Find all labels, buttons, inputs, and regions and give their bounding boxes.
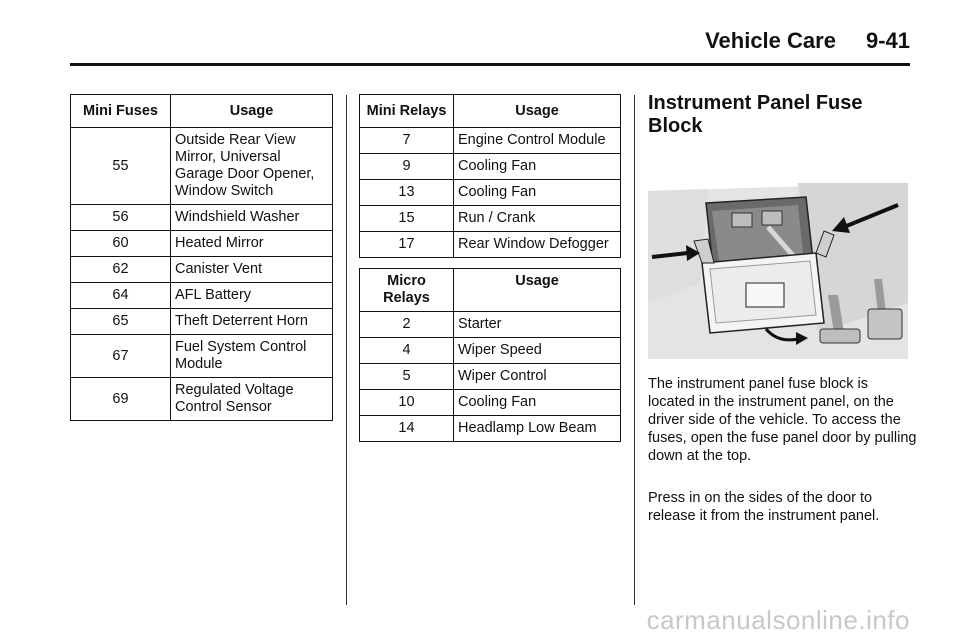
table-row — [360, 128, 621, 154]
header-rule — [70, 63, 910, 66]
fuse-usage: Windshield Washer — [171, 205, 333, 231]
table-row — [71, 128, 333, 205]
relay-number: 15 — [360, 206, 454, 232]
relay-usage: Cooling Fan — [454, 390, 621, 416]
table-row — [71, 257, 333, 283]
column-header: Usage — [454, 269, 621, 312]
relays-table — [359, 94, 621, 442]
fuse-number: 56 — [71, 205, 171, 231]
paragraph-access: The instrument panel fuse block is located in the instrument panel, on the driver side of the vehicle. To access the fuses, open the fuse panel door by pulling down at the top. — [648, 376, 917, 464]
paragraph-release: Press in on the sides of the door to release it from the instrument panel. — [648, 490, 880, 524]
column-divider-1 — [346, 95, 347, 605]
relay-number: 13 — [360, 180, 454, 206]
relay-usage: Cooling Fan — [454, 154, 621, 180]
table-row — [71, 205, 333, 231]
table-row — [71, 231, 333, 257]
table-row — [360, 180, 621, 206]
fuse-number: 62 — [71, 257, 171, 283]
fuse-usage: Theft Deterrent Horn — [171, 309, 333, 335]
table-row — [360, 154, 621, 180]
table-header-row — [360, 269, 621, 312]
table-row — [360, 312, 621, 338]
fuse-panel-illustration — [648, 183, 908, 359]
section-heading: Instrument Panel Fuse Block — [648, 92, 863, 137]
column-header: Mini Relays — [360, 95, 454, 128]
relay-number: 17 — [360, 232, 454, 258]
column-divider-2 — [634, 95, 635, 605]
watermark: carmanualsonline.info — [646, 605, 910, 635]
column-header: Mini Fuses — [71, 95, 171, 128]
page-number: 9-41 — [865, 28, 910, 53]
column-header: Usage — [171, 95, 333, 128]
relay-usage: Starter — [454, 312, 621, 338]
relay-number: 14 — [360, 416, 454, 442]
table-header-row — [71, 95, 333, 128]
relay-usage: Headlamp Low Beam — [454, 416, 621, 442]
relay-usage: Wiper Speed — [454, 338, 621, 364]
fuse-number: 64 — [71, 283, 171, 309]
table-row — [360, 206, 621, 232]
table-row — [360, 232, 621, 258]
fuse-number: 60 — [71, 231, 171, 257]
relay-number: 9 — [360, 154, 454, 180]
table-row — [360, 338, 621, 364]
table-header-row — [360, 95, 621, 128]
relay-usage: Run / Crank — [454, 206, 621, 232]
fuse-usage: Heated Mirror — [171, 231, 333, 257]
relay-number: 4 — [360, 338, 454, 364]
relay-number: 2 — [360, 312, 454, 338]
mini-fuses-table — [70, 94, 333, 421]
header-title — [705, 28, 910, 54]
table-row — [360, 364, 621, 390]
relay-number: 5 — [360, 364, 454, 390]
table-row — [360, 416, 621, 442]
fuse-usage: Regulated Voltage Control Sensor — [171, 378, 333, 421]
relay-usage: Cooling Fan — [454, 180, 621, 206]
fuse-usage: Outside Rear View Mirror, Universal Garage Door Opener, Window Switch — [171, 128, 333, 205]
header-section: Vehicle Care — [705, 28, 836, 53]
table-row — [360, 390, 621, 416]
fuse-usage: Canister Vent — [171, 257, 333, 283]
fuse-number: 55 — [71, 128, 171, 205]
relay-number: 10 — [360, 390, 454, 416]
table-row — [71, 378, 333, 421]
relay-usage: Wiper Control — [454, 364, 621, 390]
fuse-number: 69 — [71, 378, 171, 421]
relay-usage: Engine Control Module — [454, 128, 621, 154]
fuse-number: 65 — [71, 309, 171, 335]
relay-usage: Rear Window Defogger — [454, 232, 621, 258]
table-row — [71, 309, 333, 335]
column-header: Usage — [454, 95, 621, 128]
relay-number: 7 — [360, 128, 454, 154]
table-spacer — [360, 258, 621, 269]
fuse-number: 67 — [71, 335, 171, 378]
table-row — [71, 335, 333, 378]
column-header: Micro Relays — [360, 269, 454, 312]
fuse-usage: AFL Battery — [171, 283, 333, 309]
table-row — [71, 283, 333, 309]
fuse-usage: Fuel System Control Module — [171, 335, 333, 378]
